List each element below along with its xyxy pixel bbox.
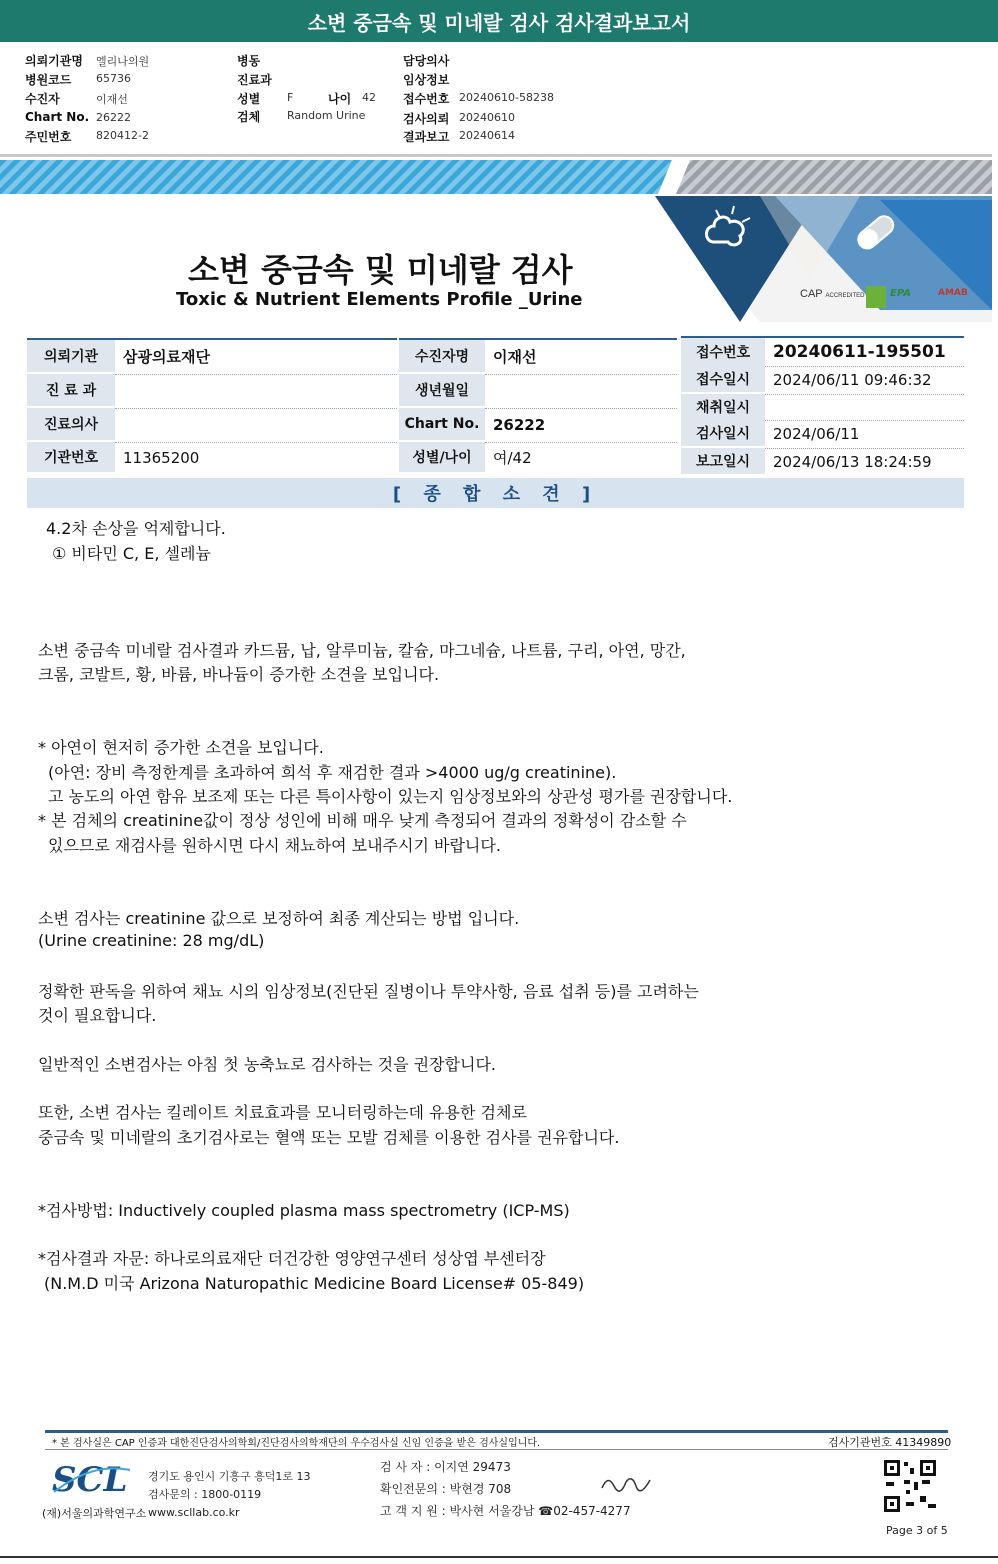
footer-separator	[45, 1449, 948, 1450]
body-line: (N.M.D 미국 Arizona Naturopathic Medicine Board License# 05-849)	[44, 1274, 585, 1293]
lab-address-block	[148, 1468, 311, 1522]
lab-phone: 검사문의 : 1800-0119	[148, 1488, 262, 1501]
body-line: (Urine creatinine: 28 mg/dL)	[38, 931, 265, 950]
report-top-title: 소변 중금속 및 미네랄 검사 검사결과보고서	[0, 0, 998, 42]
support-line: 고 객 지 원 : 박사현 서울강남 ☎02-457-4277	[380, 1504, 631, 1518]
institution-value: 11365200	[115, 442, 397, 472]
header-label: 병원코드	[25, 73, 72, 87]
cap-logo	[800, 288, 865, 300]
chart-label: Chart No.	[399, 408, 485, 440]
cap-logo-text: CAP	[800, 288, 823, 300]
header-value: 20240614	[459, 129, 515, 142]
body-line: 또한, 소변 검사는 킬레이트 치료효과를 모니터링하는데 유용한 검체로	[38, 1103, 527, 1122]
body-line: 소변 중금속 미네랄 검사결과 카드뮴, 납, 알루미늄, 칼슘, 마그네슘, 나트륨, 구리, 아연, 망간,	[38, 641, 686, 660]
body-line: *검사방법: Inductively coupled plasma mass spectrometry (ICP-MS)	[38, 1201, 570, 1220]
sex-age-label: 성별/나이	[399, 442, 485, 472]
lm-logo	[866, 286, 886, 308]
body-line: 정확한 판독을 위하여 채뇨 시의 임상정보(진단된 질병이나 투약사항, 음료 섭취 등)를 고려하는	[38, 982, 699, 1001]
header-label: 결과보고	[403, 130, 450, 144]
header-label: 담당의사	[403, 54, 450, 68]
header-label: Chart No.	[25, 110, 90, 124]
capsule-icon	[850, 208, 900, 258]
page-number: Page 3 of 5	[886, 1524, 948, 1537]
body-line: 것이 필요합니다.	[38, 1006, 157, 1025]
body-line: 4.2차 손상을 억제합니다.	[46, 519, 226, 538]
footer-divider	[45, 1430, 948, 1433]
dept-label: 진 료 과	[27, 374, 115, 406]
patient-value: 이재선	[485, 338, 677, 372]
test-date-label: 검사일시	[681, 420, 765, 446]
bottom-divider	[0, 1556, 998, 1558]
header-label: 검체	[237, 110, 261, 124]
header-info	[0, 42, 992, 157]
scl-institute-name: (재)서울의과학연구소	[42, 1507, 147, 1520]
report-title-english: Toxic & Nutrient Elements Profile _Urine	[176, 289, 583, 310]
header-label: 진료과	[237, 73, 272, 87]
doctor-label: 진료의사	[27, 408, 115, 440]
header-label: 의뢰기관명	[25, 54, 83, 68]
birth-label: 생년월일	[399, 374, 485, 406]
header-value: Random Urine	[287, 109, 366, 122]
summary-heading: [ 종 합 소 견 ]	[27, 478, 964, 508]
report-title-korean: 소변 중금속 및 미네랄 검사	[188, 251, 573, 289]
header-value: 820412-2	[96, 129, 149, 142]
header-label: 접수번호	[403, 92, 450, 106]
collection-date-value	[765, 394, 964, 420]
birth-value	[485, 374, 677, 406]
header-value: 이재선	[96, 93, 128, 106]
body-line: * 아연이 현저히 증가한 소견을 보입니다.	[38, 738, 324, 757]
header-value: 26222	[96, 111, 131, 124]
receipt-date-value: 2024/06/11 09:46:32	[765, 366, 964, 392]
header-value: F	[287, 91, 294, 104]
body-line: 일반적인 소변검사는 아침 첫 농축뇨로 검사하는 것을 권장합니다.	[38, 1055, 497, 1074]
client-label: 의뢰기관	[27, 338, 115, 372]
footer-institution-number: 검사기관번호 41349890	[828, 1436, 952, 1449]
body-line: (아연: 장비 측정한계를 초과하여 희석 후 재검한 결과 >4000 ug/g creatinine).	[48, 763, 617, 782]
body-line: 있으므로 재검사를 원하시면 다시 채뇨하여 보내주시기 바랍니다.	[48, 836, 501, 855]
footer-certification-note: * 본 검사실은 CAP 인증과 대한진단검사의학회/진단검사의학재단의 우수검사실 신임 인증을 받은 검사실입니다.	[52, 1438, 541, 1449]
header-label: 검사의뢰	[403, 112, 450, 126]
lab-website: www.scllab.co.kr	[148, 1506, 240, 1519]
amab-logo: AMAB	[938, 288, 968, 298]
body-line: *검사결과 자문: 하나로의료재단 더건강한 영양연구센터 성상엽 부센터장	[38, 1249, 546, 1268]
collection-date-label: 채취일시	[681, 394, 765, 420]
specialist-line: 확인전문의 : 박현경 708	[380, 1482, 512, 1496]
patient-label: 수진자명	[399, 338, 485, 372]
cap-accredited-text: ACCREDITED	[825, 293, 865, 299]
tester-line: 검 사 자 : 이지연 29473	[380, 1460, 511, 1474]
client-value: 삼광의료재단	[115, 338, 397, 372]
header-label: 수진자	[25, 92, 60, 106]
report-date-value: 2024/06/13 18:24:59	[765, 448, 964, 474]
receipt-date-label: 접수일시	[681, 366, 765, 392]
body-line: 크롬, 코발트, 황, 바륨, 바나듐이 증가한 소견을 보입니다.	[38, 665, 440, 684]
header-label: 나이	[328, 92, 352, 106]
receipt-number-value: 20240611-195501	[765, 336, 964, 366]
body-line: ① 비타민 C, E, 셀레늄	[52, 544, 211, 563]
report-date-label: 보고일시	[681, 448, 765, 474]
header-value: 42	[362, 91, 376, 104]
institution-label: 기관번호	[27, 442, 115, 472]
brain-icon	[696, 202, 756, 262]
header-value: 20240610	[459, 111, 515, 124]
doctor-value	[115, 408, 397, 440]
receipt-number-label: 접수번호	[681, 336, 765, 366]
header-label: 임상정보	[403, 73, 450, 87]
epa-logo: EPA	[890, 288, 911, 299]
body-line: 중금속 및 미네랄의 초기검사로는 혈액 또는 모발 검체를 이용한 검사를 권유합니다.	[38, 1128, 620, 1147]
header-value: 20240610-58238	[459, 91, 554, 104]
header-value: 엘리나의원	[96, 55, 150, 68]
scl-logo: SCL	[52, 1460, 128, 1500]
signature-icon	[598, 1470, 658, 1496]
chart-value: 26222	[485, 408, 677, 440]
header-label: 주민번호	[25, 130, 72, 144]
body-line: 고 농도의 아연 함유 보조제 또는 다른 특이사항이 있는지 임상정보와의 상관성 평가를 권장합니다.	[48, 787, 733, 806]
body-line: 소변 검사는 creatinine 값으로 보정하여 최종 계산되는 방법 입니다.	[38, 909, 520, 928]
test-date-value: 2024/06/11	[765, 420, 964, 446]
header-label: 병동	[237, 54, 261, 68]
lab-address: 경기도 용인시 기흥구 흥덕1로 13	[148, 1470, 311, 1483]
header-value: 65736	[96, 72, 131, 85]
qr-code-icon	[882, 1458, 938, 1514]
scl-swoosh-icon	[52, 1462, 132, 1502]
sex-age-value: 여/42	[485, 442, 677, 472]
header-label: 성별	[237, 92, 261, 106]
staff-block	[368, 1456, 631, 1522]
body-line: * 본 검체의 creatinine값이 정상 성인에 비해 매우 낮게 측정되어 결과의 정확성이 감소할 수	[38, 811, 687, 830]
dept-value	[115, 374, 397, 406]
